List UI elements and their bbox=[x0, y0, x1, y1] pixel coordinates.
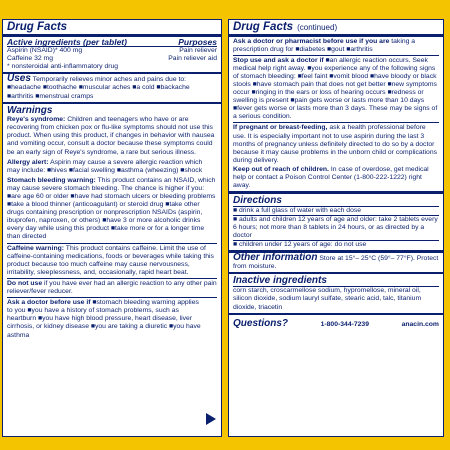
rule bbox=[7, 297, 217, 298]
active-ingredients-title: Active ingredients (per tablet) bbox=[7, 36, 127, 47]
stop-use-label: Stop use and ask a doctor if bbox=[233, 56, 324, 64]
rule bbox=[233, 55, 439, 56]
drug-facts-title: Drug Facts bbox=[7, 21, 68, 33]
purposes-title: Purposes bbox=[178, 36, 217, 47]
ingredient-row bbox=[3, 55, 221, 63]
drug-facts-header bbox=[3, 20, 221, 33]
reye-text: Children and teenagers who have or are recovering from chicken pox or flu-like symptoms should not use this product. When using this product, if changes in behavior with nausea and vomiting occur, consult a doctor because these symptoms could be an early sign of Reye's syndrome, a rare but serious illness. bbox=[7, 116, 215, 156]
drug-facts-panel-right bbox=[228, 19, 444, 437]
website-link[interactable]: anacin.com bbox=[401, 321, 439, 329]
other-information bbox=[229, 251, 443, 271]
drug-facts-header bbox=[229, 20, 443, 33]
ask-doctor bbox=[3, 299, 221, 339]
rule bbox=[233, 122, 439, 123]
other-information-text: Store at 15°– 25°C (59°– 77°F). Protect from moisture. bbox=[233, 254, 439, 270]
warnings-title: Warnings bbox=[7, 105, 53, 117]
rule bbox=[7, 278, 217, 279]
drug-facts-title: Drug Facts bbox=[233, 21, 294, 33]
reach-label: Keep out of reach of children. bbox=[233, 165, 329, 173]
stomach-label: Stomach bleeding warning: bbox=[7, 176, 96, 184]
ingredient-name: Caffeine 32 mg bbox=[7, 54, 53, 62]
ingredient-purpose: Pain reliever aid bbox=[168, 54, 217, 62]
section-bar bbox=[3, 72, 221, 75]
reach-text: In case of overdose, get medical help or contact a Poison Control Center (1-800-222-1222) right away. bbox=[233, 165, 429, 190]
ask-doctor-pharmacist bbox=[229, 38, 443, 54]
other-information-title: Other information bbox=[233, 251, 318, 263]
reach-of-children bbox=[229, 166, 443, 190]
rule bbox=[7, 243, 217, 244]
ask-doctor-pharmacist-text: taking a prescription drug for ■diabetes ■gout ■arthritis bbox=[233, 37, 416, 53]
pregnancy-text: ask a health professional before use. It is especially important not to use aspirin during the last 3 months of pregnancy unless definitely directed to do so by a doctor because it may cause problems in the unborn child or complications during delivery. bbox=[233, 124, 438, 164]
section-bar bbox=[229, 191, 443, 194]
section-bar bbox=[229, 272, 443, 275]
active-ingredients-header bbox=[3, 38, 221, 46]
inactive-ingredients-title: Inactive ingredients bbox=[233, 275, 327, 287]
right-arrow-icon bbox=[205, 412, 217, 426]
ingredient-row bbox=[3, 47, 221, 55]
phone-number[interactable]: 1-800-344-7239 bbox=[320, 321, 369, 329]
reye-warning bbox=[3, 116, 221, 156]
section-bar bbox=[3, 102, 221, 105]
questions-label: Questions? bbox=[233, 318, 289, 330]
section-bar bbox=[229, 313, 443, 316]
ingredient-purpose: Pain reliever bbox=[179, 46, 217, 54]
caffeine-warning bbox=[3, 245, 221, 277]
caffeine-label: Caffeine warning: bbox=[7, 244, 65, 252]
ask-doctor-pharmacist-label: Ask a doctor or pharmacist before use if you are bbox=[233, 37, 390, 45]
caffeine-text: This product contains caffeine. Limit the use of caffeine-containing medications, foods or beverages while taking this product because too much caffeine may cause nervousness, irritability, sleeplessness, and, occasionally, rapid heart beat. bbox=[7, 244, 214, 276]
stop-use-text: ■an allergic reaction occurs. Seek medical help right away. ■you experience any of the following signs of stomach bleeding: ■feel faint ■vomit blood ■have bloody or black stools ■have stomach pain that does not get better ■new symptoms occur ■ringing in the ears or loss of hearing occurs ■redness or swelling is present ■pain gets worse or lasts more than 10 days ■fever gets worse or lasts more than 3 days. These may be signs of a serious condition. bbox=[233, 56, 438, 121]
drug-facts-panel-left bbox=[2, 19, 222, 437]
uses-section bbox=[3, 75, 221, 100]
footnote: * nonsteroidal anti-inflammatory drug bbox=[7, 62, 119, 70]
stop-use bbox=[229, 57, 443, 122]
inactive-ingredients-text: corn starch, croscarmellose sodium, hypromellose, mineral oil, silicon dioxide, sodium lauryl sulfate, stearic acid, talc, titanium dioxide, triacetin bbox=[233, 287, 422, 311]
uses-text: Temporarily relieves minor aches and pains due to: ■headache ■toothache ■muscular aches ■a cold ■backache ■arthritis ■menstrual cramps bbox=[7, 76, 190, 100]
allergy-warning bbox=[3, 159, 221, 175]
direction-item: ■ children under 12 years of age: do not use bbox=[233, 241, 367, 249]
directions-title: Directions bbox=[233, 194, 282, 206]
allergy-label: Allergy alert: bbox=[7, 158, 49, 166]
continued-label: (continued) bbox=[297, 23, 338, 32]
pregnancy-warning bbox=[229, 124, 443, 164]
ingredient-name: Aspirin (NSAID)* 400 mg bbox=[7, 46, 83, 54]
do-not-use-label: Do not use bbox=[7, 279, 43, 287]
ask-doctor-text: ■stomach bleeding warning applies to you ■you have a history of stomach problems, such as heartburn ■you have high blood pressure, heart disease, liver cirrhosis, or kidney disease ■you are taking a diuretic ■you have asthma bbox=[7, 299, 201, 339]
direction-item: ■ drink a full glass of water with each dose bbox=[233, 206, 362, 214]
stomach-warning bbox=[3, 177, 221, 242]
pregnancy-label: If pregnant or breast-feeding, bbox=[233, 124, 328, 132]
section-bar bbox=[229, 34, 443, 37]
ask-doctor-label: Ask a doctor before use if bbox=[7, 299, 91, 307]
uses-title: Uses bbox=[7, 73, 31, 85]
direction-item: ■ adults and children 12 years of age and older: take 2 tablets every 6 hours; not more than 8 tablets in 24 hours, or as directed by a doctor bbox=[233, 215, 438, 239]
reye-label: Reye's syndrome: bbox=[7, 116, 66, 124]
do-not-use bbox=[3, 280, 221, 296]
stomach-text: This product contains an NSAID, which may cause severe stomach bleeding. The chance is higher if you: ■are age 60 or older ■have had stomach ulcers or bleeding problems ■take a blood thinner (anticoagulant) or steroid drug ■take other drugs containing prescription or nonprescription NSAIDs (aspirin, ibuprofen, naproxen, or others) ■have 3 or more alcoholic drinks every day while using this product ■take more or for a longer time than directed bbox=[7, 176, 216, 241]
questions-row bbox=[229, 316, 443, 329]
do-not-use-text: if you have ever had an allergic reaction to any other pain reliever/fever reducer. bbox=[7, 279, 217, 296]
allergy-text: Aspirin may cause a severe allergic reaction which may include: ■hives ■facial swelling ■asthma (wheezing) ■shock bbox=[7, 158, 203, 174]
